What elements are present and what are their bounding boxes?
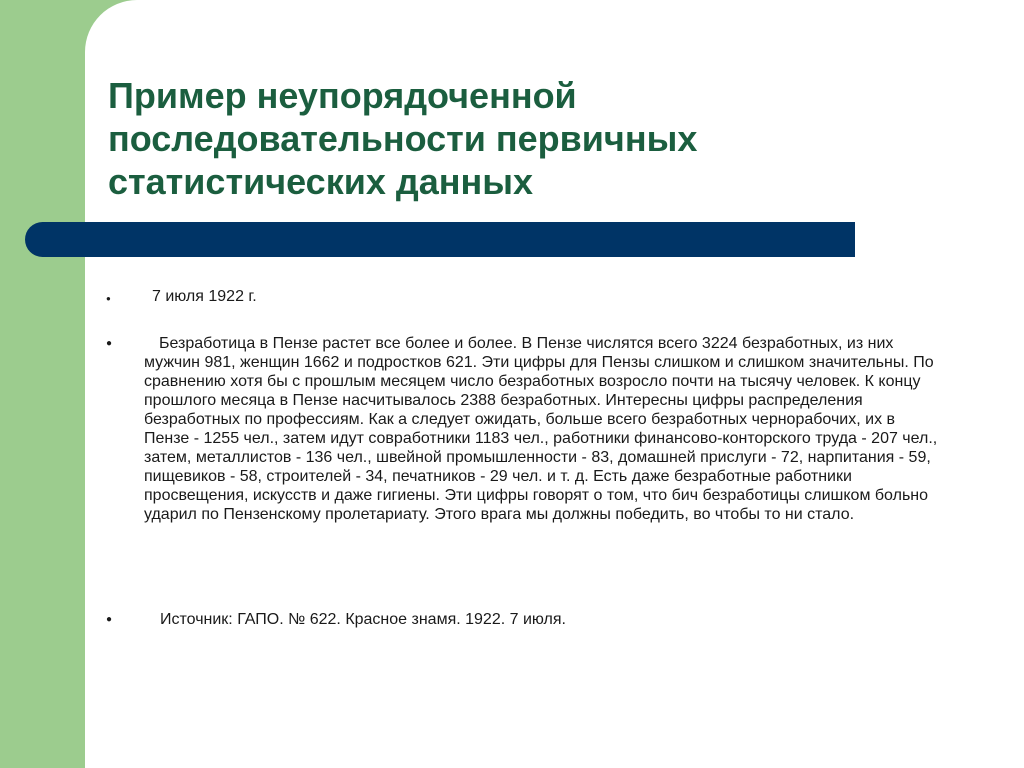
title-line-3: статистических данных <box>108 161 533 202</box>
title-divider-band <box>25 222 855 257</box>
date-item: 7 июля 1922 г. <box>152 288 257 305</box>
decor-green-left <box>0 223 85 768</box>
newspaper-excerpt: Безработица в Пензе растет все более и более. В Пензе числятся всего 3224 безработных, из них мужчин 981, женщин 1662 и подростков 621. Эти цифры для Пензы слишком и слишком значительны. По сравнению хотя бы с прошлым месяцем число безработных возросло почти на тысячу человек. К концу прошлого месяца в Пензе насчитывалось 2388 безработных. Интересны цифры распределения безработных по профессиям. Как а следует ожидать, больше всего безработных чернорабочих, их в Пензе - 1255 чел., затем идут совработники 1183 чел., работники финансово-конторского труда - 207 чел., затем, металлистов - 136 чел., швейной промышленности - 83, домашней прислуги - 72, нарпитания - 59, пищевиков - 58, строителей - 34, печатников - 29 чел. и т. д. Есть даже безработные работники просвещения, искусств и даже гигиены. Эти цифры говорят о том, что бич безработицы слишком больно ударил по Пензенскому пролетариату. Этого врага мы должны победить, во чтобы то ни стало. <box>144 335 938 523</box>
bullet-icon: ● <box>106 338 113 349</box>
source-citation: Источник: ГАПО. № 622. Красное знамя. 1922. 7 июля. <box>160 611 566 628</box>
bullet-icon: ● <box>106 614 113 625</box>
title-line-1: Пример неупорядоченной <box>108 75 577 116</box>
title-line-2: последовательности первичных <box>108 118 698 159</box>
bullet-icon: ● <box>106 294 111 303</box>
slide-title <box>108 74 888 203</box>
